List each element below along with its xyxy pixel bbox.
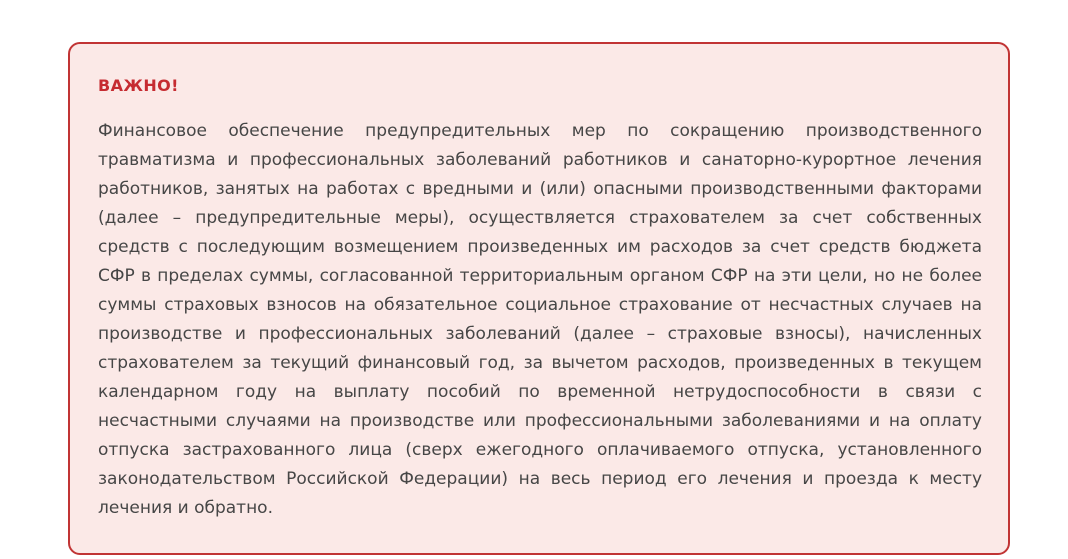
notice-title: ВАЖНО! [98, 76, 179, 95]
important-notice-box [68, 42, 1010, 555]
notice-body-text: Финансовое обеспечение предупредительных мер по сокращению производственного травматизма и профессиональных заболеваний работников и санаторно-курортное лечения работников, занятых на работах с вредными и (или) опасными производственными факторами (далее – предупредительные меры), осуществляется страхователем за счет собственных средств с последующим возмещением произведенных им расходов за счет средств бюджета СФР в пределах суммы, согласованной территориальным органом СФР на эти цели, но не более суммы страховых взносов на обязательное социальное страхование от несчастных случаев на производстве и профессиональных заболеваний (далее – страховые взносы), начисленных страхователем за текущий финансовый год, за вычетом расходов, произведенных в текущем календарном году на выплату пособий по временной нетрудоспособности в связи с несчастными случаями на производстве или профессиональными заболеваниями и на оплату отпуска застрахованного лица (сверх ежегодного оплачиваемого отпуска, установленного законодательством Российской Федерации) на весь период его лечения и проезда к месту лечения и обратно. [98, 121, 982, 518]
